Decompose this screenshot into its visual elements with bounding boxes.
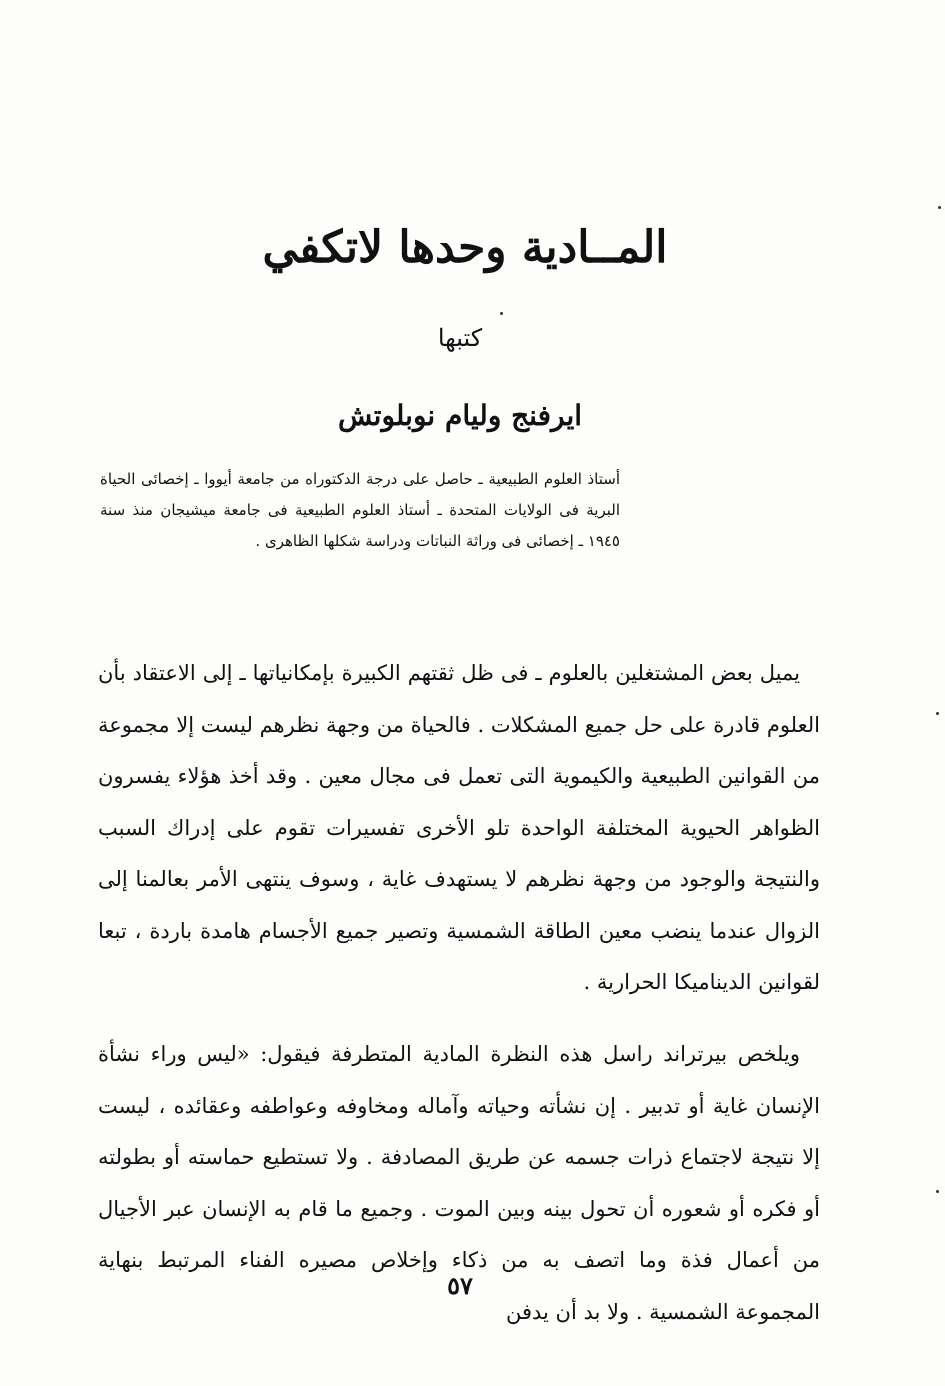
- scan-speck: [938, 206, 941, 209]
- author-name: ايرفنج وليام نوبلوتش: [337, 399, 583, 432]
- byline-label: كتبها: [437, 324, 483, 352]
- scan-speck: [936, 712, 939, 715]
- scan-speck: [936, 1190, 939, 1193]
- author-bio: أستاذ العلوم الطبيعية ـ حاصل على درجة الدكتوراه من جامعة أيووا ـ إخصائى الحياة البرية فى الولايات المتحدة ـ أستاذ العلوم الطبيعية فى جامعة ميشيجان منذ سنة ١٩٤٥ ـ إخصائى فى وراثة النباتات ودراسة شكلها الظاهرى .: [100, 470, 620, 550]
- body-paragraph-1: يميل بعض المشتغلين بالعلوم ـ فى ظل ثقتهم الكبيرة بإمكانياتها ـ إلى الاعتقاد بأن العلوم قادرة على حل جميع المشكلات . فالحياة من وجهة نظرهم ليست إلا مجموعة من القوانين الطبيعية والكيموية التى تعمل فى مجال معين . وقد أخذ هؤلاء يفسرون الظواهر الحيوية المختلفة الواحدة تلو الأخرى تفسيرات تقوم على إدراك السبب والنتيجة والوجود من وجهة نظرهم لا يستهدف غاية ، وسوف ينتهى الأمر بعالمنا إلى الزوال عندما ينضب معين الطاقة الشمسية وتصير جميع الأجسام هامدة باردة ، تبعا لقوانين الديناميكا الحرارية .: [98, 661, 820, 994]
- scan-speck: [500, 312, 503, 315]
- body-paragraph-2: ويلخص بيرتراند راسل هذه النظرة المادية المتطرفة فيقول: «ليس وراء نشأة الإنسان غاية أو تدبير . إن نشأته وحياته وآماله ومخاوفه وعواطفه وعقائده ، ليست إلا نتيجة لاجتماع ذرات جسمه عن طريق المصادفة . ولا تستطيع حماسته أو بطولته أو فكره أو شعوره أن تحول بينه وبين الموت . وجميع ما قام به الإنسان عبر الأجيال من أعمال فذة وما اتصف به من ذكاء وإخلاص مصيره الفناء المرتبط بنهاية المجموعة الشمسية . ولا بد أن يدفن: [98, 1042, 820, 1324]
- article-title: المــادية وحدها لاتكفي: [262, 222, 668, 273]
- page-number: ٥٧: [447, 1271, 473, 1300]
